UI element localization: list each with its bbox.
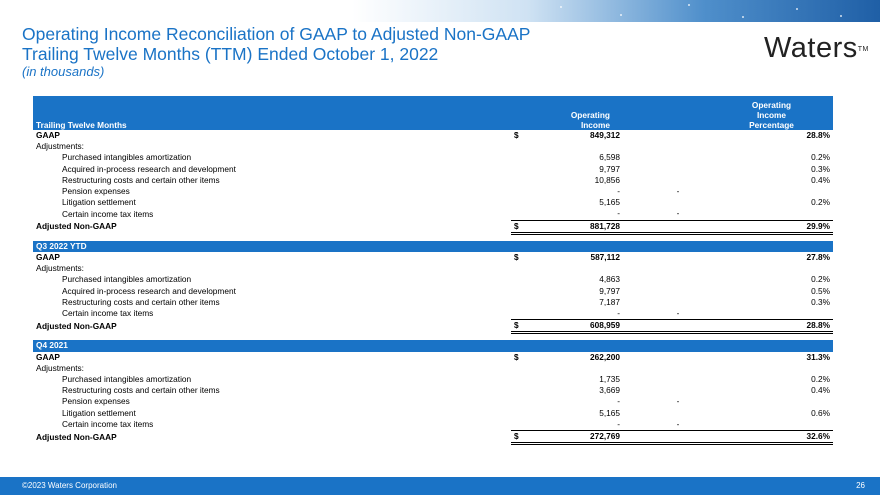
copyright-text: ©2023 Waters Corporation — [22, 481, 117, 490]
income-value: 608,959 — [523, 320, 623, 333]
income-value: - — [617, 396, 620, 407]
income-value: 262,200 — [590, 351, 620, 362]
col-header-income-l1: Operating — [570, 110, 610, 120]
currency-symbol: $ — [511, 320, 523, 333]
table-row — [33, 274, 833, 285]
adjustments-label: Adjustments: — [36, 263, 84, 274]
col-header-pct-l1: Operating — [751, 100, 792, 110]
section-title: Q4 2021 — [33, 340, 833, 351]
table-row — [33, 308, 833, 320]
row-label: GAAP — [36, 252, 60, 263]
row-label: Acquired in-process research and development — [62, 285, 236, 296]
currency-symbol: $ — [511, 431, 523, 444]
table-row — [33, 252, 833, 263]
title-line-1: Operating Income Reconciliation of GAAP to Adjusted Non-GAAP — [22, 24, 531, 44]
pct-value: 0.3% — [811, 163, 831, 174]
row-label: Restructuring costs and certain other items — [62, 174, 220, 185]
income-value: 272,769 — [523, 431, 623, 444]
row-label: Adjusted Non-GAAP — [36, 320, 117, 331]
row-label: Purchased intangibles amortization — [62, 374, 192, 385]
row-label: Purchased intangibles amortization — [62, 152, 192, 163]
table-row-total — [33, 220, 833, 233]
pct-value: - — [676, 396, 680, 407]
pct-value: 31.3% — [806, 351, 831, 362]
col-header-pct-l3: Percentage — [749, 120, 794, 130]
table-row — [33, 208, 833, 220]
table-row — [33, 164, 833, 175]
table-row — [33, 352, 833, 363]
col-header-pct-l2: Income — [756, 110, 787, 120]
row-label: Certain income tax items — [62, 208, 154, 219]
adjustments-label: Adjustments: — [36, 362, 84, 373]
table-header — [33, 96, 833, 130]
currency-symbol: $ — [511, 220, 523, 233]
row-label: GAAP — [36, 130, 60, 140]
currency-symbol: $ — [514, 252, 519, 263]
table-row-total — [33, 320, 833, 333]
income-value: - — [617, 208, 620, 219]
row-label: Certain income tax items — [62, 308, 154, 319]
table-row — [33, 408, 833, 419]
row-label: Litigation settlement — [62, 407, 136, 418]
row-label: Pension expenses — [62, 186, 130, 197]
row-label: Restructuring costs and certain other items — [62, 385, 220, 396]
income-value: 4,863 — [599, 274, 620, 285]
row-label: Adjusted Non-GAAP — [36, 221, 117, 232]
income-value: - — [617, 186, 620, 197]
income-value: 1,735 — [599, 374, 620, 385]
pct-value: - — [676, 308, 680, 319]
col-header-income — [523, 96, 623, 130]
pct-value: 0.5% — [811, 285, 831, 296]
currency-symbol: $ — [514, 130, 519, 140]
pct-value: 28.8% — [806, 130, 831, 140]
pct-value: 0.4% — [811, 385, 831, 396]
waters-logo — [764, 32, 869, 65]
reconciliation-table — [33, 96, 833, 445]
table-row — [33, 286, 833, 297]
table-row — [33, 130, 833, 141]
section-header — [33, 241, 833, 252]
section-title: Q3 2022 YTD — [33, 241, 833, 252]
col-header-label: Trailing Twelve Months — [33, 96, 511, 130]
table-row — [33, 152, 833, 163]
pct-value: 0.2% — [811, 152, 831, 163]
income-value: 7,187 — [599, 296, 620, 307]
pct-value: - — [676, 208, 680, 219]
table-row — [33, 385, 833, 396]
table-row — [33, 175, 833, 186]
pct-value: 28.8% — [733, 320, 833, 333]
pct-value: - — [676, 418, 680, 429]
footer-bar — [0, 477, 880, 495]
income-value: 10,856 — [594, 174, 620, 185]
income-value: 9,797 — [599, 285, 620, 296]
table-row-total — [33, 431, 833, 444]
pct-value: 0.2% — [811, 374, 831, 385]
income-value: 5,165 — [599, 407, 620, 418]
pct-value: 0.3% — [811, 296, 831, 307]
table-row — [33, 263, 833, 274]
row-label: Certain income tax items — [62, 419, 154, 430]
income-value: 849,312 — [590, 130, 620, 140]
subtitle: (in thousands) — [22, 64, 105, 79]
income-value: 3,669 — [599, 385, 620, 396]
table-row — [33, 374, 833, 385]
pct-value: 0.2% — [811, 274, 831, 285]
pct-value: 0.2% — [811, 197, 831, 208]
logo-trademark: TM — [857, 46, 869, 53]
pct-value: 0.6% — [811, 407, 831, 418]
table-row — [33, 419, 833, 431]
income-value: - — [617, 418, 620, 429]
table-row — [33, 396, 833, 407]
pct-value: 0.4% — [811, 174, 831, 185]
row-label: Acquired in-process research and development — [62, 163, 236, 174]
income-value: 6,598 — [599, 152, 620, 163]
col-header-pct — [623, 96, 833, 130]
adjustments-label: Adjustments: — [36, 141, 84, 152]
currency-symbol: $ — [514, 351, 519, 362]
row-label: Restructuring costs and certain other items — [62, 296, 220, 307]
table-row — [33, 297, 833, 308]
row-label: Litigation settlement — [62, 197, 136, 208]
row-label: GAAP — [36, 351, 60, 362]
income-value: 881,728 — [523, 220, 623, 233]
table-row — [33, 197, 833, 208]
col-header-income-l2: Income — [580, 120, 610, 130]
row-label: Pension expenses — [62, 396, 130, 407]
income-value: - — [617, 308, 620, 319]
logo-text: Waters — [764, 32, 858, 64]
row-label: Adjusted Non-GAAP — [36, 431, 117, 442]
table-row — [33, 186, 833, 197]
income-value: 5,165 — [599, 197, 620, 208]
pct-value: - — [676, 186, 680, 197]
page-title — [22, 24, 530, 64]
title-line-2: Trailing Twelve Months (TTM) Ended October 1, 2022 — [22, 44, 439, 64]
pct-value: 32.6% — [733, 431, 833, 444]
table-row — [33, 363, 833, 374]
pct-value: 29.9% — [733, 220, 833, 233]
table-row — [33, 141, 833, 152]
section-header — [33, 340, 833, 351]
income-value: 9,797 — [599, 163, 620, 174]
pct-value: 27.8% — [806, 252, 831, 263]
page-number: 26 — [856, 481, 865, 490]
header-decor-band — [0, 0, 880, 22]
row-label: Purchased intangibles amortization — [62, 274, 192, 285]
income-value: 587,112 — [590, 252, 620, 263]
